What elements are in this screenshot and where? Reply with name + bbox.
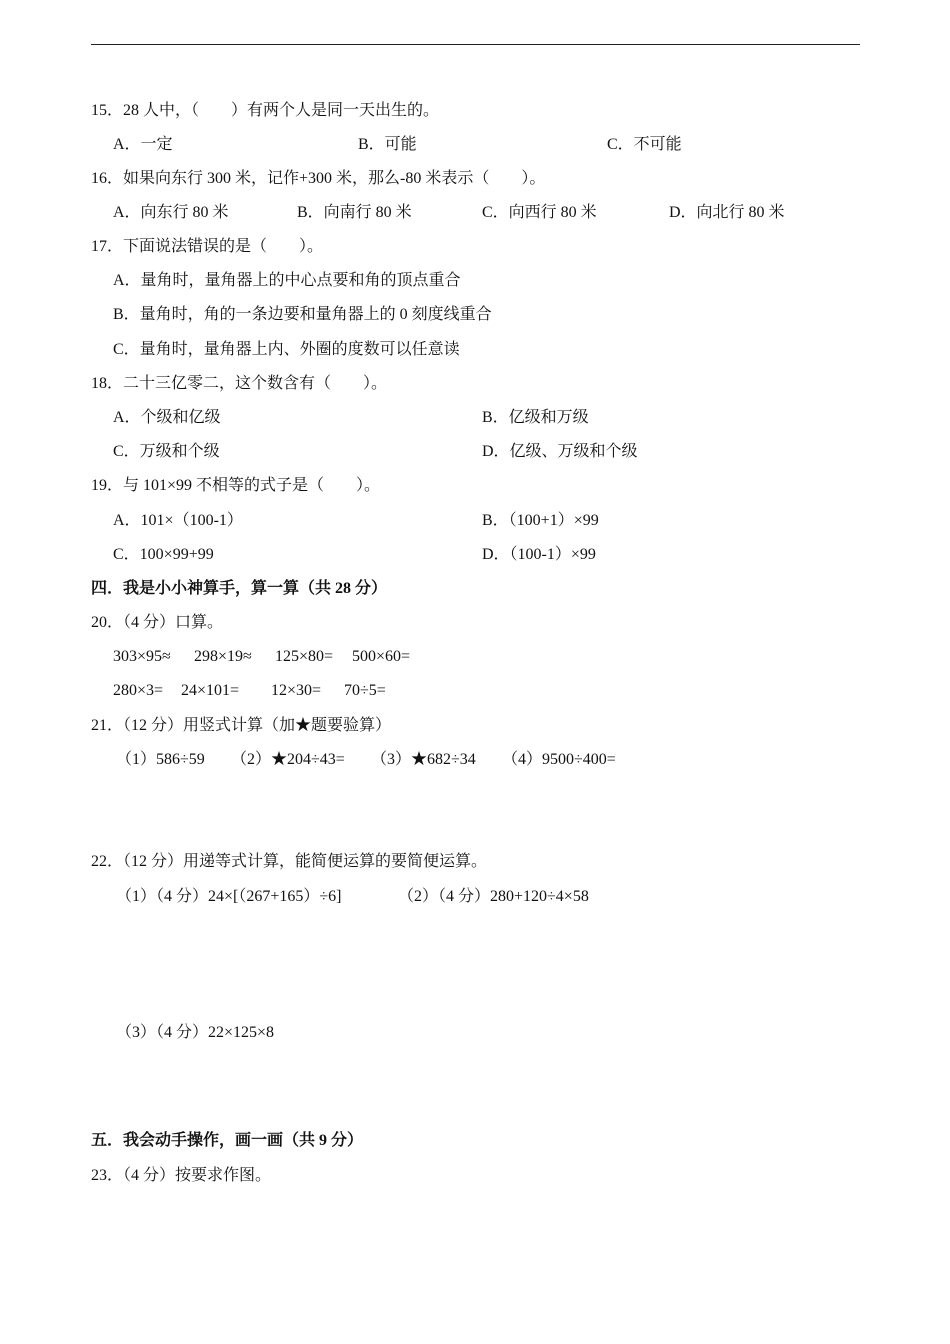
question-20-item: 70÷5= <box>344 682 386 699</box>
question-20-item: 24×101= <box>181 682 240 699</box>
question-19-option-c: C．100×99+99 <box>113 546 214 563</box>
question-23-stem: 23．（4 分）按要求作图。 <box>91 1167 272 1184</box>
question-19-stem: 19．与 101×99 不相等的式子是（ ）。 <box>91 477 381 494</box>
question-22-item-3: （3）（4 分）22×125×8 <box>116 1024 275 1041</box>
question-15-option-b: B．可能 <box>358 136 417 153</box>
question-20-item: 500×60= <box>352 648 411 665</box>
question-21-item-4: （4）9500÷400= <box>502 751 616 768</box>
question-20-item: 280×3= <box>113 682 164 699</box>
question-22-stem: 22．（12 分）用递等式计算，能简便运算的要简便运算。 <box>91 853 488 870</box>
question-20-item: 125×80= <box>275 648 334 665</box>
question-19-option-d: D．（100-1）×99 <box>482 546 596 563</box>
question-20-item: 298×19≈ <box>194 648 252 665</box>
question-17-stem: 17．下面说法错误的是（ ）。 <box>91 238 324 255</box>
question-18-option-b: B．亿级和万级 <box>482 409 589 426</box>
question-21-item-2: （2）★204÷43= <box>231 751 345 768</box>
question-22-item-1: （1）（4 分）24×[（267+165）÷6] <box>116 888 342 905</box>
question-20-item: 303×95≈ <box>113 648 171 665</box>
section-4-title: 四．我是小小神算手，算一算（共 28 分） <box>91 580 388 597</box>
question-17-option-c: C．量角时，量角器上内、外圈的度数可以任意读 <box>113 341 460 358</box>
question-21-item-3: （3）★682÷34 <box>371 751 476 768</box>
question-20-stem: 20．（4 分）口算。 <box>91 614 224 631</box>
question-17-option-b: B．量角时，角的一条边要和量角器上的 0 刻度线重合 <box>113 306 492 323</box>
question-15-option-a: A．一定 <box>113 136 173 153</box>
section-5-title: 五．我会动手操作，画一画（共 9 分） <box>91 1132 364 1149</box>
question-20-item: 12×30= <box>271 682 322 699</box>
question-19-option-a: A．101×（100-1） <box>113 512 243 529</box>
question-16-option-c: C．向西行 80 米 <box>482 204 597 221</box>
question-17-option-a: A．量角时，量角器上的中心点要和角的顶点重合 <box>113 272 461 289</box>
question-18-option-c: C．万级和个级 <box>113 443 220 460</box>
question-16-option-d: D．向北行 80 米 <box>669 204 785 221</box>
question-18-option-d: D．亿级、万级和个级 <box>482 443 638 460</box>
header-rule <box>91 44 860 45</box>
question-15-stem: 15．28 人中，（ ）有两个人是同一天出生的。 <box>91 102 440 119</box>
question-15-option-c: C．不可能 <box>607 136 682 153</box>
question-21-item-1: （1）586÷59 <box>116 751 205 768</box>
question-21-stem: 21．（12 分）用竖式计算（加★题要验算） <box>91 717 392 734</box>
question-18-stem: 18．二十三亿零二，这个数含有（ ）。 <box>91 375 388 392</box>
question-16-stem: 16．如果向东行 300 米，记作+300 米，那么-80 米表示（ ）。 <box>91 170 546 187</box>
question-22-item-2: （2）（4 分）280+120÷4×58 <box>398 888 589 905</box>
question-19-option-b: B．（100+1）×99 <box>482 512 599 529</box>
question-18-option-a: A．个级和亿级 <box>113 409 221 426</box>
question-16-option-b: B．向南行 80 米 <box>297 204 412 221</box>
question-16-option-a: A．向东行 80 米 <box>113 204 229 221</box>
